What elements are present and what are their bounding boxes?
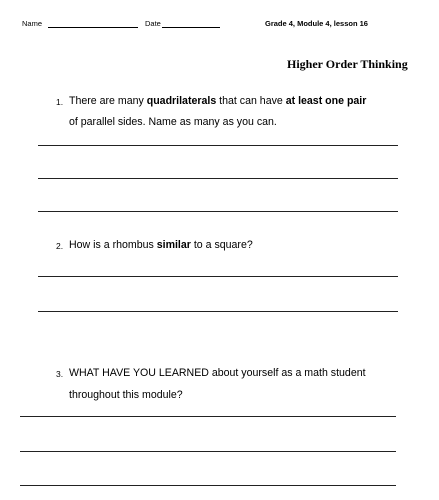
answer-line[interactable] [38,145,398,146]
answer-line[interactable] [38,178,398,179]
name-label: Name [22,19,43,28]
answer-line[interactable] [38,211,398,212]
question-1-keyword-pair: at least one pair [285,95,367,107]
answer-line[interactable] [20,485,396,486]
name-blank[interactable] [48,27,138,28]
question-1-line-2: of parallel sides. Name as many as you can. [69,116,277,128]
question-3-line-1: WHAT HAVE YOU LEARNED about yourself as a math student [69,367,366,379]
answer-line[interactable] [38,311,398,312]
question-2-text-a: How is a rhombus [69,239,157,251]
question-3-line-2: throughout this module? [69,389,183,401]
answer-line[interactable] [20,451,396,452]
lesson-label: Grade 4, Module 4, lesson 16 [265,19,368,28]
question-3-number: 3. [56,369,64,379]
date-label: Date [145,19,161,28]
question-1-line-1 [69,91,366,112]
answer-line[interactable] [38,276,398,277]
question-2-line-1 [69,235,253,256]
question-2-number: 2. [56,241,64,251]
question-2-keyword-similar: similar [156,239,191,251]
question-1-keyword-quadrilaterals: quadrilaterals [146,95,217,107]
question-1-text-a: There are many [69,95,147,107]
page-title: Higher Order Thinking [287,57,408,71]
answer-line[interactable] [20,416,396,417]
question-2-text-b: to a square? [190,239,253,251]
question-1-text-b: that can have [216,95,286,107]
question-1-number: 1. [56,97,64,107]
date-blank[interactable] [162,27,220,28]
